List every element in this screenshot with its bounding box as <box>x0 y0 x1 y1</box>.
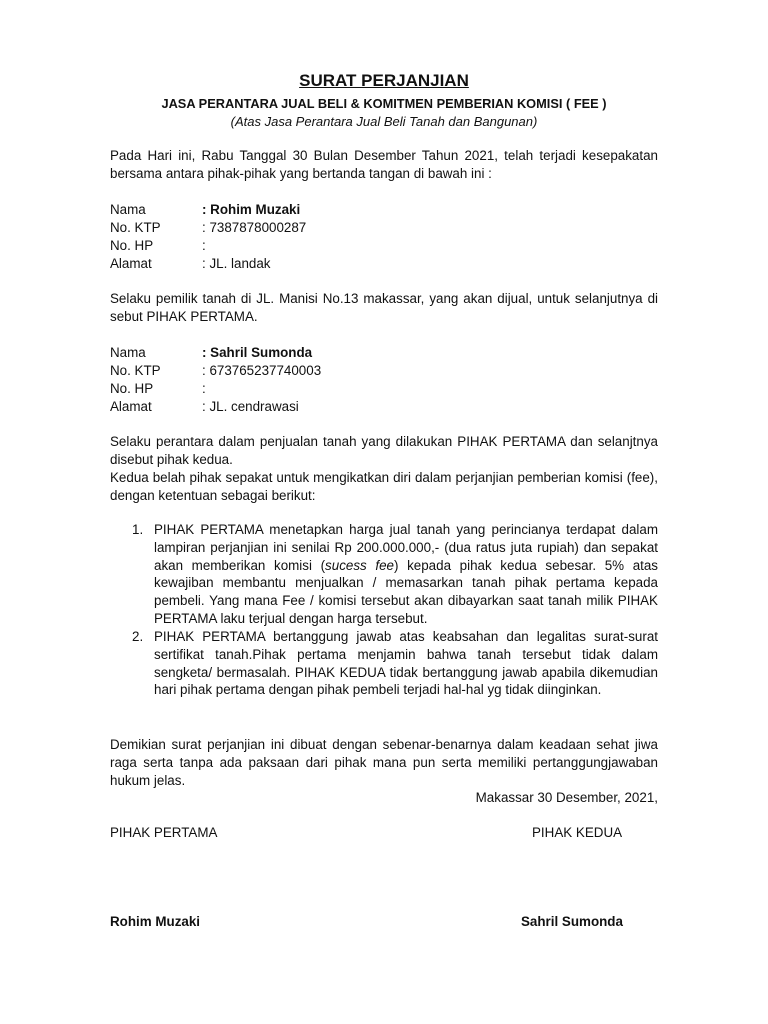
agreement-intro: Kedua belah pihak sepakat untuk mengikatkan diri dalam perjanjian pemberian komisi (fee), dengan ketentuan sebagai berikut: <box>110 470 658 503</box>
party2-ktp-value: : 673765237740003 <box>202 363 322 378</box>
term-text-pre: PIHAK PERTAMA bertanggung jawab atas keabsahan dan legalitas surat-surat sertifikat tanah.Pihak pertama menjamin bahwa tanah tersebut tidak dalam sengketa/ bermasalah. PIHAK KEDUA tidak bertanggung jawab apabila dikemudian hari pihak pertama dengan pihak pembeli terjadi hal-hal yg tidak diinginkan. <box>154 629 658 698</box>
party2-address-value: : JL. cendrawasi <box>202 399 299 414</box>
party1-ktp-value: : 7387878000287 <box>202 220 307 235</box>
signature-name-second-party: Sahril Sumonda <box>521 914 623 929</box>
term-number: 1. <box>132 522 144 537</box>
party2-ktp-key: No. KTP <box>110 363 161 378</box>
document-title: SURAT PERJANJIAN <box>299 71 469 90</box>
party2-name-value: : Sahril Sumonda <box>202 345 313 360</box>
party1-hp-value: : <box>202 238 206 253</box>
document-subnote: (Atas Jasa Perantara Jual Beli Tanah dan Bangunan) <box>230 114 538 129</box>
term-text-pre: PIHAK PERTAMA menetapkan harga jual tanah yang perincianya terdapat dalam lampiran perjanjian ini senilai Rp 200.000.000,- (dua ratus juta rupiah) dan sepakat akan memberikan komisi ( <box>154 522 658 573</box>
intro-paragraph: Pada Hari ini, Rabu Tanggal 30 Bulan Desember Tahun 2021, telah terjadi kesepakatan bersama antara pihak-pihak yang bertanda tangan di bawah ini : <box>110 148 658 181</box>
party1-ktp-key: No. KTP <box>110 220 161 235</box>
party1-address-value: : JL. landak <box>202 256 271 271</box>
party2-description: Selaku perantara dalam penjualan tanah yang dilakukan PIHAK PERTAMA dan selanjtnya disebut pihak kedua. <box>110 434 658 467</box>
signature-label-second-party: PIHAK KEDUA <box>532 825 623 840</box>
party1-name-key: Nama <box>110 202 146 217</box>
party1-name-value: : Rohim Muzaki <box>202 202 301 217</box>
signature-name-first-party: Rohim Muzaki <box>110 914 201 929</box>
term-text-post: ) kepada pihak kedua sebesar. 5% atas kewajiban membantu menjualkan / memasarkan tanah pihak pertama kepada pembeli. Yang mana Fee / komisi tersebut akan dibayarkan saat tanah milik PIHAK PERTAMA laku terjual dengan harga tersebut. <box>154 557 658 626</box>
term-text <box>154 521 658 628</box>
place-date: Makassar 30 Desember, 2021, <box>475 790 658 805</box>
party1-hp-key: No. HP <box>110 238 154 253</box>
party2-name-key: Nama <box>110 345 146 360</box>
party2-hp-key: No. HP <box>110 381 154 396</box>
document-subtitle: JASA PERANTARA JUAL BELI & KOMITMEN PEMBERIAN KOMISI ( FEE ) <box>161 96 607 111</box>
party2-hp-value: : <box>202 381 206 396</box>
party1-description: Selaku pemilik tanah di JL. Manisi No.13 makassar, yang akan dijual, untuk selanjutnya di sebut PIHAK PERTAMA. <box>110 291 658 324</box>
term-text-italic: sucess fee <box>325 557 394 573</box>
signature-label-first-party: PIHAK PERTAMA <box>110 825 218 840</box>
party1-address-key: Alamat <box>110 256 152 271</box>
term-number: 2. <box>132 629 144 644</box>
closing-paragraph: Demikian surat perjanjian ini dibuat dengan sebenar-benarnya dalam keadaan sehat jiwa raga serta tanpa ada paksaan dari pihak mana pun serta memiliki pertanggungjawaban hukum jelas. <box>110 737 658 788</box>
party2-address-key: Alamat <box>110 399 152 414</box>
term-text <box>154 628 658 699</box>
